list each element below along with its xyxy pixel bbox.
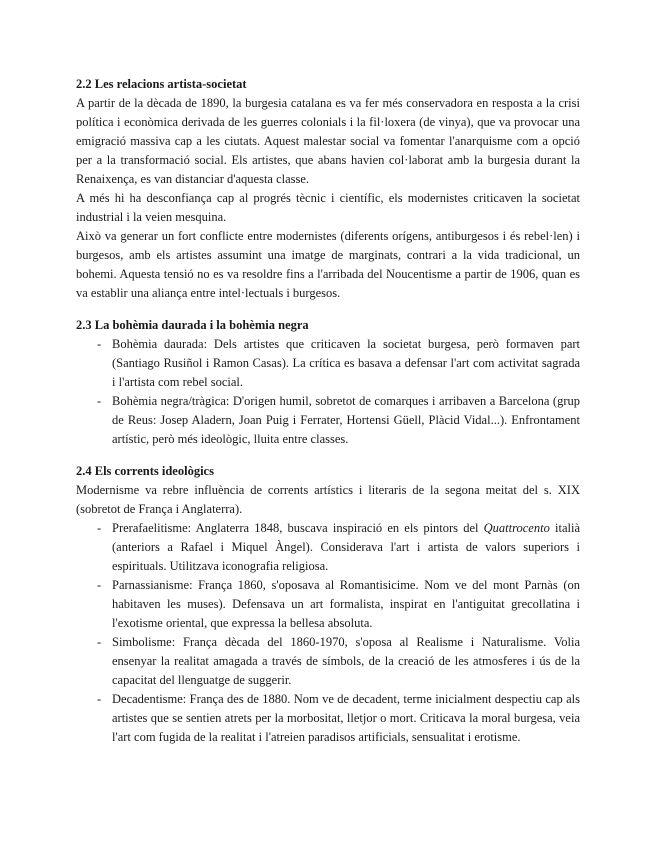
list-item-text: Simbolisme: França dècada del 1860-1970, s'oposa al Realisme i Naturalisme. Volia ensenyar la realitat amagada a través de símbols, de la creació de les atmosferes i ús de la capacitat del llenguatge de suggerir. (112, 635, 580, 687)
corrents-list (76, 519, 580, 747)
list-item (76, 690, 580, 747)
section-corrents-ideologics (76, 461, 580, 747)
paragraph: Això va generar un fort conflicte entre modernistes (diferents orígens, antiburgesos i és rebel·len) i burgesos, amb els artistes assumint una imatge de marginats, contrari a la vida tradicional, un bohemi. Aquesta tensió no es va resoldre fins a l'arribada del Noucentisme a partir de 1906, quan es va establir una aliança entre intel·lectuals i burgesos. (76, 229, 580, 300)
bullet-dash: - (97, 578, 102, 592)
list-item (76, 335, 580, 392)
list-item (76, 392, 580, 449)
paragraph: A més hi ha desconfiança cap al progrés tècnic i científic, els modernistes criticaven la societat industrial i la veien mesquina. (76, 191, 580, 224)
paragraph: A partir de la dècada de 1890, la burgesia catalana es va fer més conservadora en resposta a la crisi política i econòmica derivada de les guerres colonials i la fil·loxera (de vinya), que va provocar una emigració massiva cap a les ciutats. Aquest malestar social va fomentar l'anarquisme com a opció per a la transformació social. Els artistes, que abans havien col·laborat amb la burgesia durant la Renaixença, es van distanciar d'aquesta classe. (76, 96, 580, 186)
section-artista-societat (76, 74, 580, 303)
bullet-dash: - (97, 521, 102, 535)
section-heading: 2.2 Les relacions artista-societat (76, 77, 247, 91)
text-run: Prerafaelitisme: Anglaterra 1848, buscava inspiració en els pintors del (112, 521, 484, 535)
list-item (76, 633, 580, 690)
text-run: italià (anteriors a Rafael i Miquel Àngel). Considerava l'art i artista de valors superiors i espirituals. Utilitzava iconografia religiosa. (112, 521, 580, 573)
section-bohemia (76, 315, 580, 449)
list-item-text: Bohèmia negra/tràgica: D'origen humil, sobretot de comarques i arribaven a Barcelona (grup de Reus: Josep Aladern, Joan Puig i Ferrater, Hortensi Güell, Plàcid Vidal...). Enfrontament artístic, però més ideològic, lluita entre classes. (112, 394, 580, 446)
bullet-dash: - (97, 692, 102, 706)
italic-term: Quattrocento (483, 521, 550, 535)
bohemia-list (76, 335, 580, 449)
section-heading: 2.4 Els corrents ideològics (76, 464, 214, 478)
bullet-dash: - (97, 635, 102, 649)
list-item (76, 576, 580, 633)
list-item-text: Parnassianisme: França 1860, s'oposava al Romantisicime. Nom ve del mont Parnàs (on habitaven les muses). Defensava un art formalista, inspirat en l'antiguitat grecollatina i l'exotisme oriental, que expressa la bellesa absoluta. (112, 578, 580, 630)
list-item-text (112, 521, 580, 573)
section-intro: Modernisme va rebre influència de corrents artístics i literaris de la segona meitat del s. XIX (sobretot de França i Anglaterra). (76, 483, 580, 516)
bullet-dash: - (97, 337, 102, 351)
section-heading: 2.3 La bohèmia daurada i la bohèmia negra (76, 318, 309, 332)
document-page (76, 74, 580, 747)
list-item-text: Bohèmia daurada: Dels artistes que criticaven la societat burgesa, però formaven part (Santiago Rusiñol i Ramon Casas). La crítica es basava a defensar l'art com activitat sagrada i l'artista com rebel social. (112, 337, 580, 389)
list-item-text: Decadentisme: França des de 1880. Nom ve de decadent, terme inicialment despectiu cap als artistes que se sentien atrets per la morbositat, lletjor o mort. Criticava la moral burgesa, veia l'art com fugida de la realitat i l'atreien paradisos artificials, sensualitat i erotisme. (112, 692, 580, 744)
list-item (76, 519, 580, 576)
bullet-dash: - (97, 394, 102, 408)
